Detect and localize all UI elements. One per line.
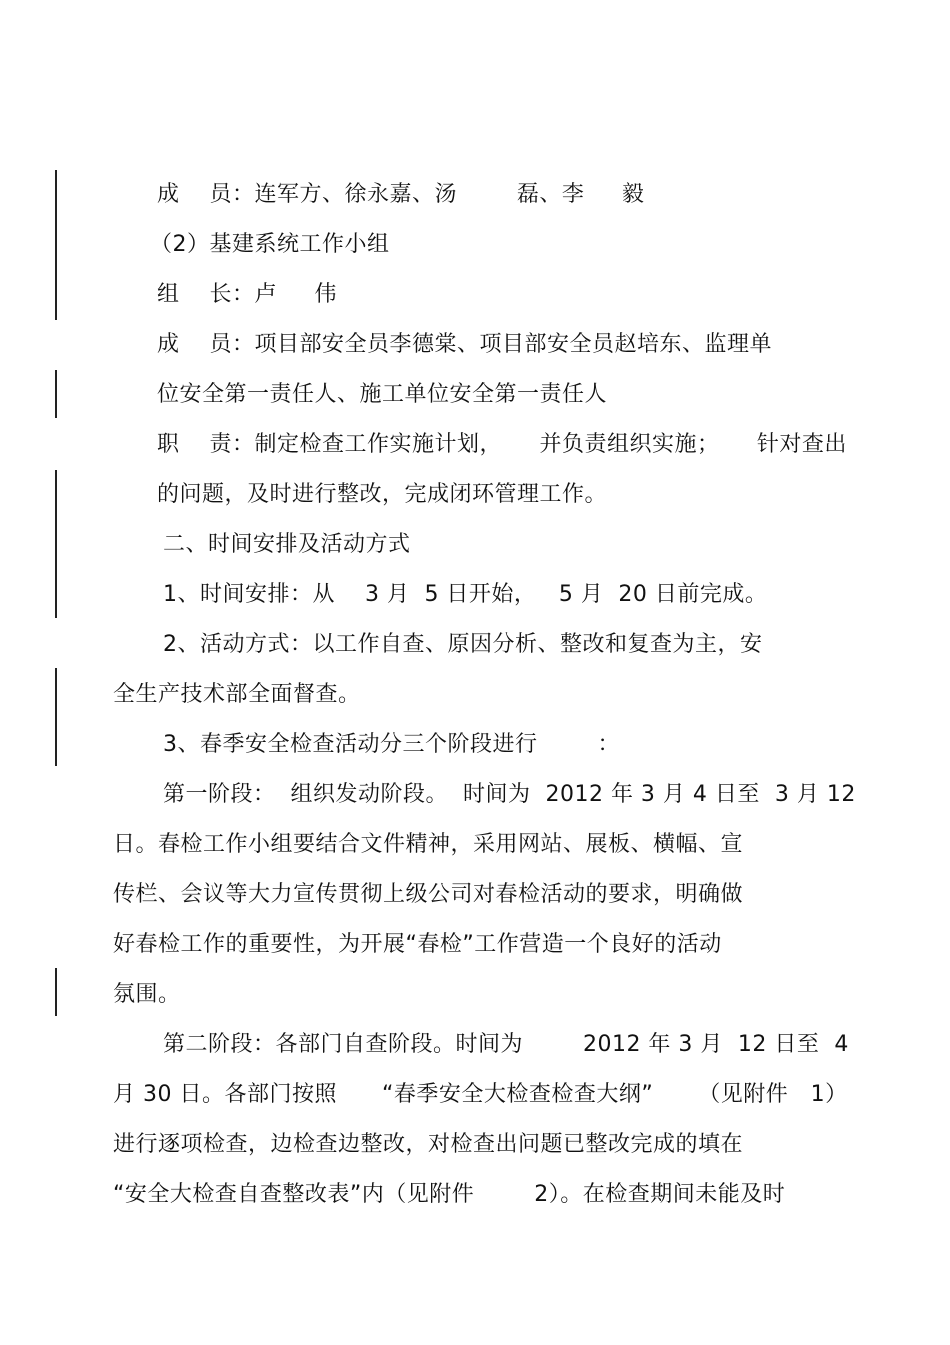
text-line: 位安全第一责任人、施工单位安全第一责任人 <box>157 382 608 407</box>
text-line: 进行逐项检查，边检查边整改，对检查出问题已整改完成的填在 <box>113 1132 744 1157</box>
text-line: 3、春季安全检查活动分三个阶段进行 ： <box>163 732 620 757</box>
text-line: 组 长：卢 伟 <box>157 282 337 307</box>
text-line: 氛围。 <box>113 982 181 1007</box>
text-line: 第一阶段： 组织发动阶段。 时间为 2012 年 3 月 4 日至 3 月 12 <box>163 782 856 807</box>
margin-bar <box>55 968 57 1016</box>
margin-bar <box>55 470 57 618</box>
text-line: 传栏、会议等大力宣传贯彻上级公司对春检活动的要求，明确做 <box>113 882 744 907</box>
text-line: 2、活动方式：以工作自查、原因分析、整改和复查为主，安 <box>163 632 763 657</box>
text-line: 第二阶段：各部门自查阶段。时间为 2012 年 3 月 12 日至 4 <box>163 1032 849 1057</box>
section-heading: 二、时间安排及活动方式 <box>163 532 411 557</box>
text-line: 1、时间安排：从 3 月 5 日开始， 5 月 20 日前完成。 <box>163 582 768 607</box>
text-line: 全生产技术部全面督查。 <box>113 682 361 707</box>
text-line: “安全大检查自查整改表”内（见附件 2）。在检查期间未能及时 <box>113 1182 786 1207</box>
text-line: 职 责：制定检查工作实施计划， 并负责组织实施； 针对查出 <box>157 432 847 457</box>
text-line: 日。春检工作小组要结合文件精神，采用网站、展板、横幅、宣 <box>113 832 744 857</box>
text-line: 成 员：连军方、徐永嘉、汤 磊、李 毅 <box>157 182 645 207</box>
text-line: 好春检工作的重要性，为开展“春检”工作营造一个良好的活动 <box>113 932 722 957</box>
margin-bar <box>55 370 57 418</box>
text-line: 成 员：项目部安全员李德棠、项目部安全员赵培东、监理单 <box>157 332 772 357</box>
text-line: 的问题，及时进行整改，完成闭环管理工作。 <box>157 482 608 507</box>
section-heading: （2）基建系统工作小组 <box>150 232 390 257</box>
margin-bar <box>55 170 57 320</box>
text-line: 月 30 日。各部门按照 “春季安全大检查检查大纲” （见附件 1） <box>113 1082 848 1107</box>
margin-bar <box>55 668 57 766</box>
